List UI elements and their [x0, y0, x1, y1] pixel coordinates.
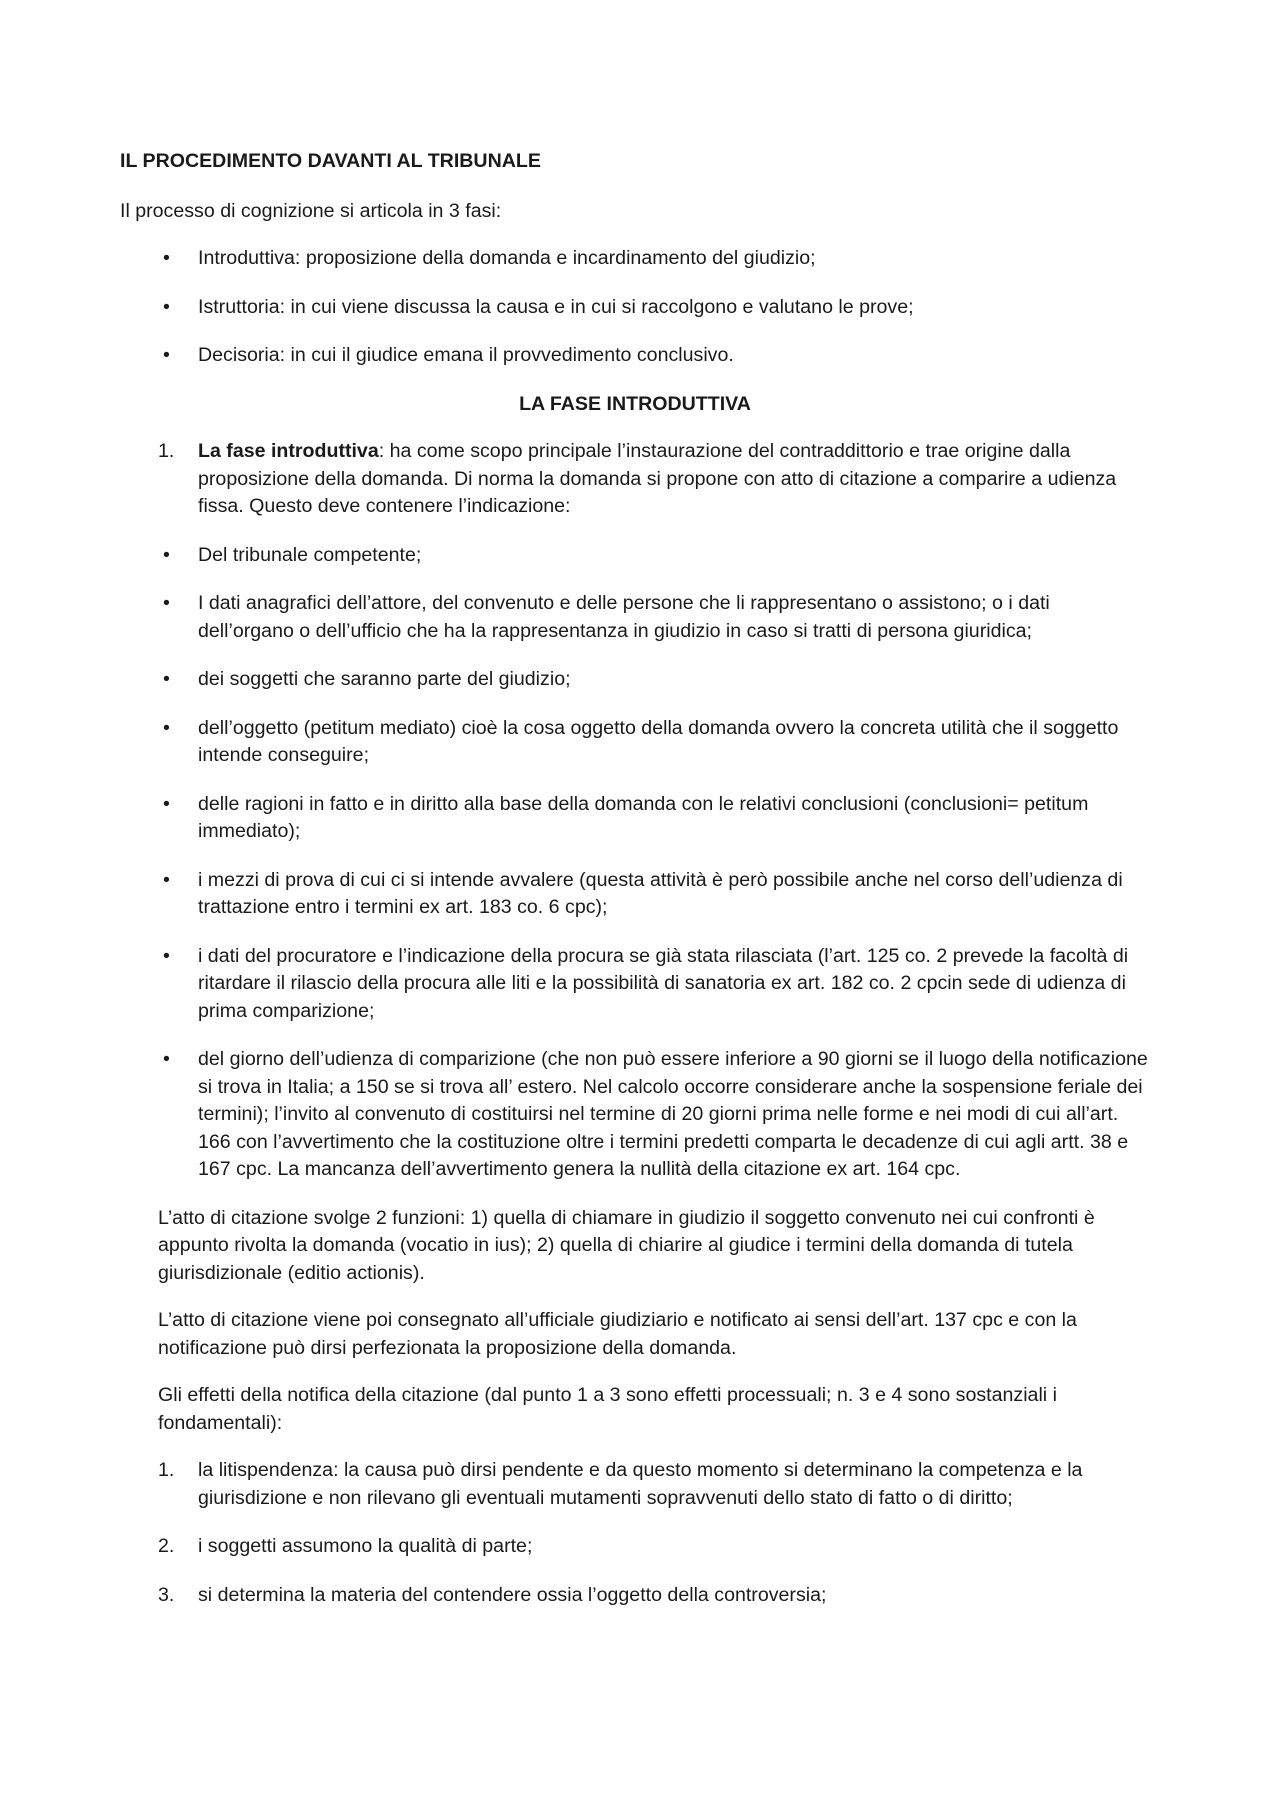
bullet-icon: •	[163, 543, 170, 566]
phases-list	[120, 245, 1150, 370]
list-number: 1.	[158, 1459, 175, 1481]
list-item	[120, 1457, 1150, 1512]
bullet-icon: •	[163, 1048, 170, 1070]
list-item-text: Introduttiva: proposizione della domanda e incardinamento del giudizio;	[198, 247, 816, 269]
list-item-text: dei soggetti che saranno parte del giudizio;	[198, 668, 571, 690]
list-item-text: i soggetti assumono la qualità di parte;	[198, 1535, 533, 1557]
list-item-text: delle ragioni in fatto e in diritto alla base della domanda con le relativi conclusioni (conclusioni= petitum immediato);	[198, 792, 1089, 842]
bullet-icon: •	[163, 344, 170, 366]
section-heading: LA FASE INTRODUTTIVA	[519, 392, 751, 415]
list-item-text: del giorno dell’udienza di comparizione (che non può essere inferiore a 90 giorni se il luogo della notificazione si trova in Italia; a 150 se si trova all’ estero. Nel calcolo occorre considerare anche la sospensione feriale dei termini); l’invito al convenuto di costituirsi nel termine di 20 giorni prima nelle forme e nei modi di cui all’art. 166 con l’avvertimento che la costituzione oltre i termini predetti comparta le decadenze di cui agli artt. 38 e 167 cpc. La mancanza dell’avvertimento genera la nullità della citazione ex art. 164 cpc.	[198, 1048, 1148, 1180]
list-item	[120, 867, 1150, 922]
list-item	[120, 342, 1150, 370]
bullet-icon: •	[163, 792, 170, 815]
list-item	[120, 666, 1150, 694]
bold-lead: La fase introduttiva	[198, 440, 379, 462]
bullet-icon: •	[163, 668, 170, 690]
notification-paragraph: L’atto di citazione viene poi consegnato all’ufficiale giudiziario e notificato ai sensi dell’art. 137 cpc e con la notificazione può dirsi perfezionata la proposizione della domanda.	[158, 1309, 1077, 1359]
list-item	[120, 791, 1150, 846]
list-item	[120, 590, 1150, 645]
document-title: IL PROCEDIMENTO DAVANTI AL TRIBUNALE	[120, 150, 541, 172]
list-number: 3.	[158, 1583, 175, 1606]
list-item	[120, 715, 1150, 770]
bullet-icon: •	[163, 944, 170, 967]
list-item-text: I dati anagrafici dell’attore, del convenuto e delle persone che li rappresentano o assistono; o i dati dell’organo o dell’ufficio che ha la rappresentanza in giudizio in caso si tratti di persona giuridica;	[198, 592, 1050, 642]
intro-numbered-list	[120, 438, 1150, 521]
bullet-icon: •	[163, 295, 170, 318]
intro-paragraph: Il processo di cognizione si articola in 3 fasi:	[120, 199, 502, 222]
list-item-text: dell’oggetto (petitum mediato) cioè la cosa oggetto della domanda ovvero la concreta utilità che il soggetto intende conseguire;	[198, 716, 1119, 766]
list-item	[120, 438, 1150, 521]
requirements-list	[120, 542, 1150, 1184]
functions-paragraph: L’atto di citazione svolge 2 funzioni: 1) quella di chiamare in giudizio il soggetto convenuto nei cui confronti è appunto rivolta la domanda (vocatio in ius); 2) quella di chiarire al giudice i termini della domanda di tutela giurisdizionale (editio actionis).	[158, 1206, 1095, 1284]
list-item	[120, 943, 1150, 1026]
list-item-text: la litispendenza: la causa può dirsi pendente e da questo momento si determinano la competenza e la giurisdizione e non rilevano gli eventuali mutamenti sopravvenuti dello stato di fatto o di diritto;	[198, 1459, 1083, 1509]
list-item	[120, 1046, 1150, 1184]
bullet-icon: •	[163, 247, 170, 269]
list-item-text: : ha come scopo principale l’instaurazione del contraddittorio e trae origine dalla proposizione della domanda. Di norma la domanda si propone con atto di citazione a comparire a udienza fissa. Questo deve contenere l’indicazione:	[198, 440, 1117, 517]
effects-list	[120, 1457, 1150, 1609]
list-item-text: i dati del procuratore e l’indicazione della procura se già stata rilasciata (l’art. 125 co. 2 prevede la facoltà di ritardare il rilascio della procura alle liti e la possibilità di sanatoria ex art. 182 co. 2 cpcin sede di udienza di prima comparizione;	[198, 944, 1129, 1022]
list-item-text: i mezzi di prova di cui ci si intende avvalere (questa attività è però possibile anche nel corso dell’udienza di trattazione entro i termini ex art. 183 co. 6 cpc);	[198, 868, 1123, 918]
list-item	[120, 1582, 1150, 1610]
list-item-text: Decisoria: in cui il giudice emana il provvedimento conclusivo.	[198, 344, 734, 366]
bullet-icon: •	[163, 716, 170, 739]
list-item-text: si determina la materia del contendere ossia l’oggetto della controversia;	[198, 1583, 827, 1606]
list-item	[120, 1533, 1150, 1561]
list-item	[120, 245, 1150, 273]
list-number: 2.	[158, 1535, 175, 1557]
list-number: 1.	[158, 440, 175, 462]
effects-intro-paragraph: Gli effetti della notifica della citazione (dal punto 1 a 3 sono effetti processuali; n. 3 e 4 sono sostanziali i fondamentali):	[158, 1384, 1057, 1434]
list-item-text: Istruttoria: in cui viene discussa la causa e in cui si raccolgono e valutano le prove;	[198, 295, 914, 318]
bullet-icon: •	[163, 592, 170, 614]
bullet-icon: •	[163, 868, 170, 891]
list-item-text: Del tribunale competente;	[198, 543, 422, 566]
list-item	[120, 542, 1150, 570]
list-item	[120, 294, 1150, 322]
